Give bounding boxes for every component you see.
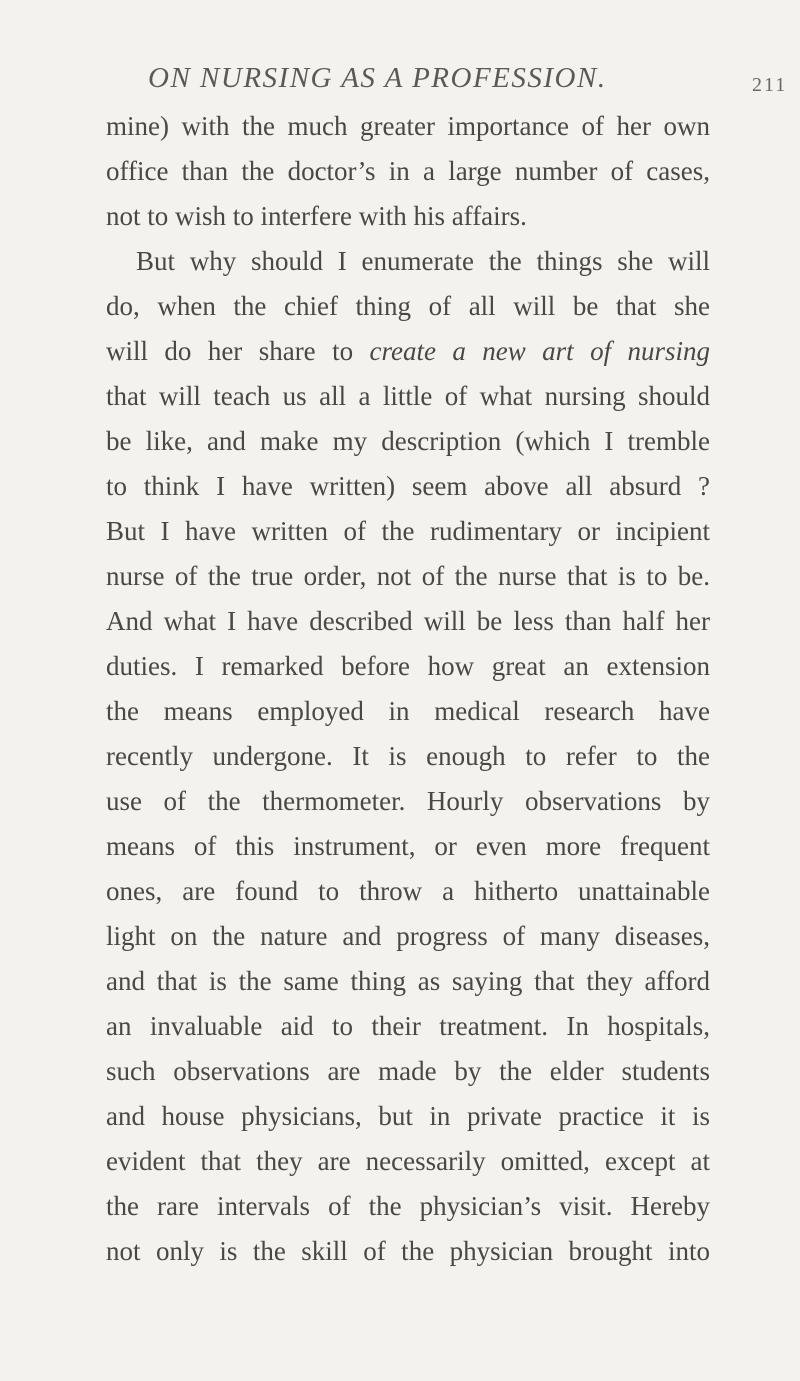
text-line: use of the thermometer. Hourly observations by (106, 786, 710, 816)
text-line: be like, and make my description (which I tremble (106, 426, 710, 456)
text-line: do, when the chief thing of all will be that she (106, 291, 710, 321)
text-line (106, 329, 710, 374)
text-line: and house physicians, but in private practice it is (106, 1101, 710, 1131)
text-line: mine) with the much greater importance of her own (106, 111, 710, 141)
text-line: the means employed in medical research have (106, 696, 710, 726)
text-line: an invaluable aid to their treatment. In hospitals, (106, 1011, 710, 1041)
text-line: office than the doctor’s in a large number of cases, (106, 156, 710, 186)
text-line: that will teach us all a little of what nursing should (106, 381, 710, 411)
text-line: light on the nature and progress of many diseases, (106, 921, 710, 951)
running-head: ON NURSING AS A PROFESSION. (148, 62, 607, 94)
page-number: 211 (752, 74, 788, 96)
text-line: to think I have written) seem above all absurd ? (106, 471, 710, 501)
text-line: such observations are made by the elder students (106, 1056, 710, 1086)
text-line: means of this instrument, or even more frequent (106, 831, 710, 861)
text-line: not to wish to interfere with his affairs. (106, 201, 527, 231)
text-line: ones, are found to throw a hitherto unattainable (106, 876, 710, 906)
text-line: nurse of the true order, not of the nurse that is to be. (106, 561, 710, 591)
text-line: And what I have described will be less than half her (106, 606, 710, 636)
text-line: But I have written of the rudimentary or incipient (106, 516, 710, 546)
text-line: recently undergone. It is enough to refer to the (106, 741, 710, 771)
text-line-roman: will do her share to (106, 336, 370, 366)
text-line: But why should I enumerate the things she will (136, 246, 710, 276)
text-line: and that is the same thing as saying that they afford (106, 966, 710, 996)
text-line: duties. I remarked before how great an extension (106, 651, 710, 681)
text-line: the rare intervals of the physician’s visit. Hereby (106, 1191, 710, 1221)
text-line: not only is the skill of the physician brought into (106, 1236, 710, 1266)
italic-phrase: create a new art of nursing (369, 336, 710, 366)
body-text (106, 104, 710, 1274)
text-line: evident that they are necessarily omitted, except at (106, 1146, 710, 1176)
